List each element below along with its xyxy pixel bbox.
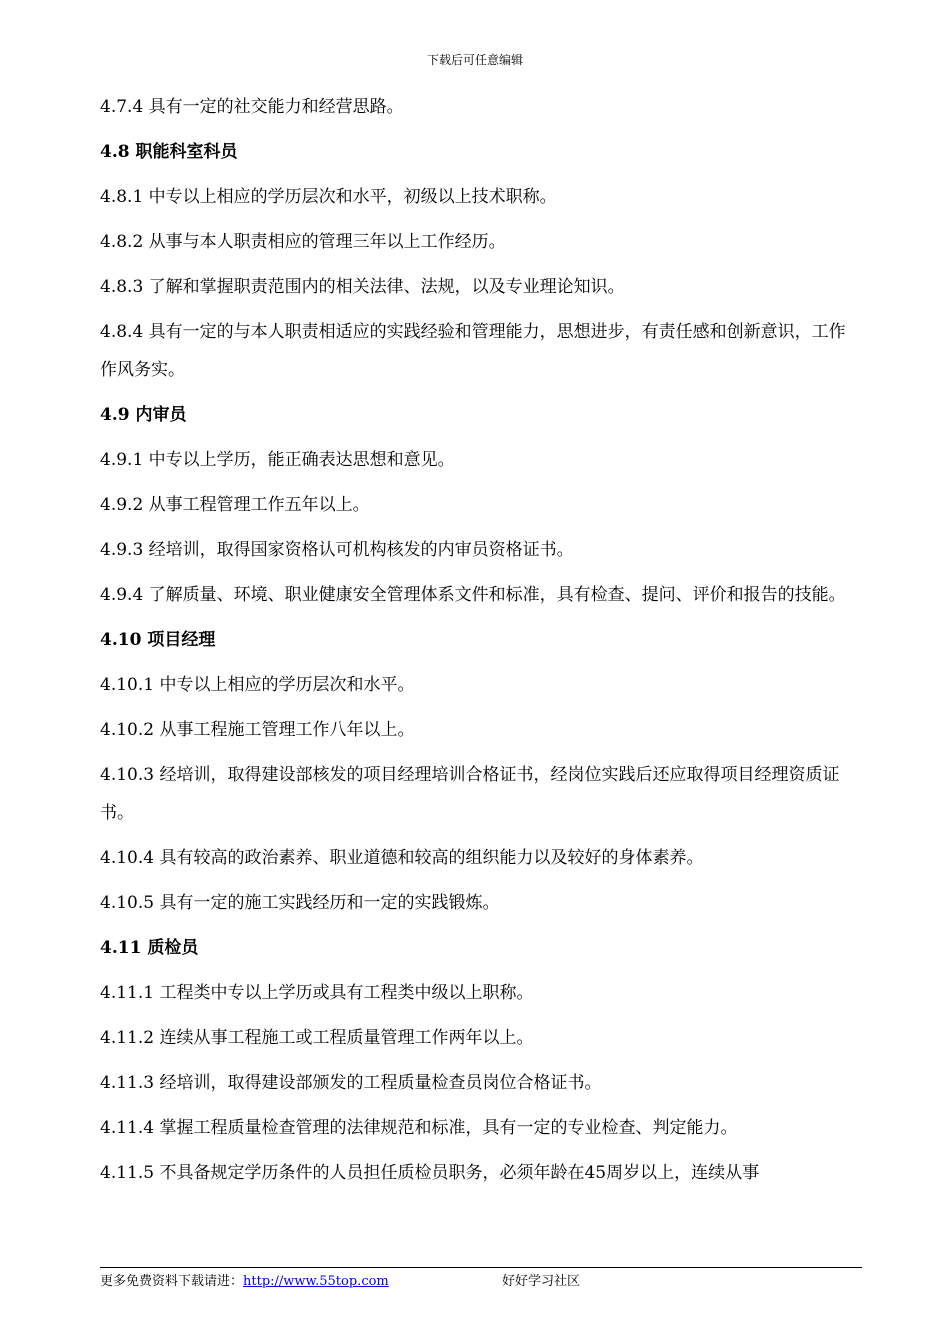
document-body [100, 88, 862, 1199]
section-heading: 4.10 项目经理 [100, 630, 216, 650]
footer-site-name: 好好学习社区 [502, 1274, 581, 1289]
paragraph: 4.9.4 了解质量、环境、职业健康安全管理体系文件和标准，具有检查、提问、评价和报告的技能。 [100, 585, 846, 605]
paragraph: 4.9.2 从事工程管理工作五年以上。 [100, 495, 370, 515]
section-heading: 4.9 内审员 [100, 405, 187, 425]
paragraph: 4.11.1 工程类中专以上学历或具有工程类中级以上职称。 [100, 983, 534, 1003]
paragraph: 4.9.1 中专以上学历，能正确表达思想和意见。 [100, 450, 455, 470]
paragraph: 4.10.4 具有较高的政治素养、职业道德和较高的组织能力以及较好的身体素养。 [100, 848, 704, 868]
footer-divider [100, 1267, 862, 1268]
paragraph: 4.11.2 连续从事工程施工或工程质量管理工作两年以上。 [100, 1028, 534, 1048]
paragraph: 4.7.4 具有一定的社交能力和经营思路。 [100, 97, 404, 117]
paragraph: 4.8.4 具有一定的与本人职责相适应的实践经验和管理能力，思想进步，有责任感和创新意识，工作作风务实。 [100, 322, 846, 380]
paragraph: 4.10.5 具有一定的施工实践经历和一定的实践锻炼。 [100, 893, 500, 913]
paragraph: 4.8.3 了解和掌握职责范围内的相关法律、法规，以及专业理论知识。 [100, 277, 625, 297]
section-heading: 4.8 职能科室科员 [100, 142, 238, 162]
paragraph: 4.10.1 中专以上相应的学历层次和水平。 [100, 675, 415, 695]
footer-link[interactable]: http://www.55top.com [243, 1274, 389, 1289]
paragraph: 4.10.2 从事工程施工管理工作八年以上。 [100, 720, 415, 740]
paragraph: 4.9.3 经培训，取得国家资格认可机构核发的内审员资格证书。 [100, 540, 574, 560]
paragraph: 4.11.5 不具备规定学历条件的人员担任质检员职务，必须年龄在45周岁以上，连续从事 [100, 1163, 760, 1183]
paragraph: 4.8.2 从事与本人职责相应的管理三年以上工作经历。 [100, 232, 506, 252]
paragraph: 4.8.1 中专以上相应的学历层次和水平，初级以上技术职称。 [100, 187, 557, 207]
footer-download-label: 更多免费资料下载请进： [100, 1274, 244, 1289]
paragraph: 4.11.4 掌握工程质量检查管理的法律规范和标准，具有一定的专业检查、判定能力。 [100, 1118, 738, 1138]
section-heading: 4.11 质检员 [100, 938, 199, 958]
paragraph: 4.10.3 经培训，取得建设部核发的项目经理培训合格证书，经岗位实践后还应取得项目经理资质证书。 [100, 765, 840, 823]
page-header: 下载后可任意编辑 [426, 53, 523, 67]
footer-download-text [100, 1270, 389, 1289]
paragraph: 4.11.3 经培训，取得建设部颁发的工程质量检查员岗位合格证书。 [100, 1073, 602, 1093]
